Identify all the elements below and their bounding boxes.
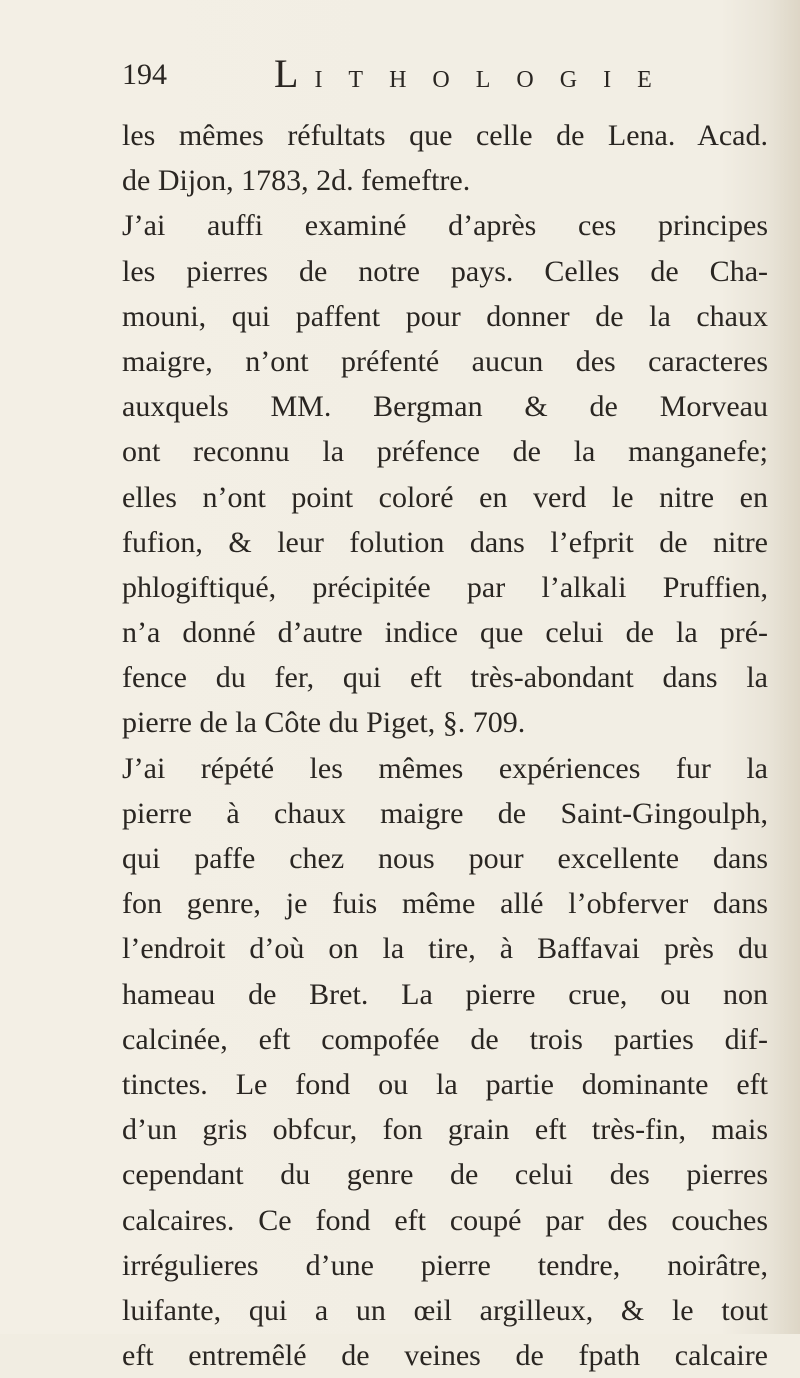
- text-line: n’a donné d’autre indice que celui de la pré-: [122, 616, 768, 650]
- text-line: mouni, qui paffent pour donner de la chaux: [122, 299, 768, 333]
- text-line: irrégulieres d’une pierre tendre, noirâtre,: [122, 1248, 768, 1282]
- text-line: tinctes. Le fond ou la partie dominante eft: [122, 1067, 768, 1101]
- text-line: les pierres de notre pays. Celles de Cha-: [122, 254, 768, 288]
- body-text: [122, 113, 768, 1378]
- text-line: de Dijon, 1783, 2d. femeftre.: [122, 164, 471, 198]
- text-line: pierre à chaux maigre de Saint-Gingoulph,: [122, 796, 768, 830]
- text-line: fence du fer, qui eft très-abondant dans la: [122, 661, 768, 695]
- text-line: J’ai répété les mêmes expériences fur la: [122, 751, 768, 785]
- text-line: maigre, n’ont préfenté aucun des caracteres: [122, 344, 768, 378]
- running-title-initial: L: [274, 51, 315, 96]
- text-line: fon genre, je fuis même allé l’obferver dans: [122, 887, 768, 921]
- text-line: elles n’ont point coloré en verd le nitre en: [122, 480, 768, 514]
- text-line: ont reconnu la préfence de la manganefe;: [122, 435, 768, 469]
- text-line: calcinée, eft compofée de trois parties dif-: [122, 1022, 768, 1056]
- text-line: les mêmes réfultats que celle de Lena. Acad.: [122, 119, 768, 152]
- text-line: d’un gris obfcur, fon grain eft très-fin, mais: [122, 1113, 768, 1147]
- text-line: qui paffe chez nous pour excellente dans: [122, 842, 768, 875]
- text-line: calcaires. Ce fond eft coupé par des couches: [122, 1203, 768, 1237]
- running-title: [274, 50, 678, 97]
- text-line: cependant du genre de celui des pierres: [122, 1158, 768, 1192]
- text-line: hameau de Bret. La pierre crue, ou non: [122, 977, 768, 1011]
- text-line: luifante, qui a un œil argilleux, & le tout: [122, 1293, 768, 1327]
- text-line: auxquels MM. Bergman & de Morveau: [122, 390, 768, 424]
- text-line: phlogiftiqué, précipitée par l’alkali Pruffien,: [122, 570, 768, 604]
- text-line: pierre de la Côte du Piget, §. 709.: [122, 706, 526, 740]
- page-header: [122, 50, 762, 110]
- text-line: fufion, & leur folution dans l’efprit de nitre: [122, 525, 768, 559]
- text-line: l’endroit d’où on la tire, à Baffavai près du: [122, 932, 768, 966]
- page-number: 194: [122, 58, 167, 91]
- text-line: eft entremêlé de veines de fpath calcaire: [122, 1339, 768, 1373]
- text-line: J’ai auffi examiné d’après ces principes: [122, 209, 768, 243]
- running-title-rest: ITHOLOGIE: [314, 67, 678, 93]
